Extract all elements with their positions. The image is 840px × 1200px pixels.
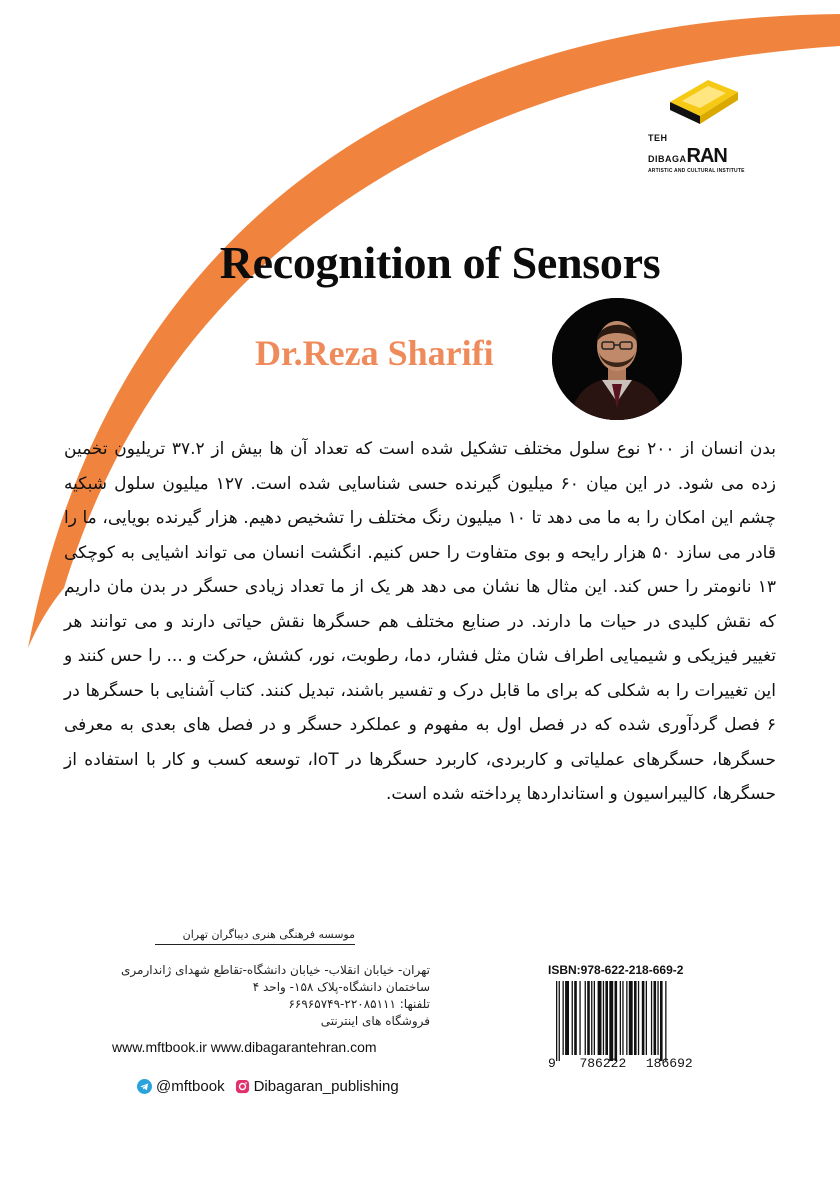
book-logo-icon xyxy=(660,72,740,132)
online-stores-label: فروشگاه های اینترنتی xyxy=(320,1014,430,1028)
author-name: Dr.Reza Sharifi xyxy=(255,333,494,373)
book-description: بدن انسان از ۲۰۰ نوع سلول مختلف تشکیل شده است که تعداد آن ها بیش از ۳۷.۲ تریلیون تخمین زده می شود. در این میان ۶۰ میلیون گیرنده حسی شناسایی شده است. ۱۲۷ میلیون سلول شبکیه چشم این امکان را به ما می دهد تا ۱۰ میلیون رنگ مختلف را تشخیص دهیم. هزار گیرنده بویایی، ما را قادر می سازد ۵۰ هزار رایحه و بوی متفاوت را حس کنیم. انگشت انسان می تواند اشیایی به کوچکی ۱۳ نانومتر را حس کند. این مثال ها نشان می دهد هر یک از ما تعداد زیادی حسگر در بدن مان داریم که نقش کلیدی در حیات ما دارند. در صنایع مختلف هم حسگرها نقش حیاتی دارند و می توانند هر تغییر فیزیکی و شیمیایی اطراف شان مثل فشار، دما، رطوبت، نور، کشش، حرکت و ... را حس کنند و این تغییرات را به شکلی که برای ما قابل درک و تفسیر باشند، تبدیل کنند. کتاب آشنایی با حسگرها در ۶ فصل گردآوری شده که در فصل اول به مفهوم و عملکرد حسگر و در فصل های بعدی به معرفی حسگرها، حسگرهای عملیاتی و کاربردی، کاربرد حسگرها در IoT، توسعه کسب و کار با استفاده از حسگرها، کالیبراسیون و استانداردها پرداخته شده است. xyxy=(64,439,776,804)
instagram-handle: Dibagaran_publishing xyxy=(253,1078,399,1095)
logo-wordmark xyxy=(648,128,748,174)
publisher-address xyxy=(110,962,430,1030)
address-line-1: تهران- خیابان انقلاب- خیابان دانشگاه-تقاطع شهدای ژاندارمری xyxy=(121,963,430,977)
telegram-icon xyxy=(137,1079,152,1094)
book-title: Recognition of Sensors xyxy=(219,237,661,288)
author-portrait xyxy=(552,298,682,420)
address-line-2: ساختمان دانشگاه-پلاک ۱۵۸- واحد ۴ xyxy=(252,980,430,994)
isbn-text: ISBN:978-622-218-669-2 xyxy=(548,963,684,977)
publisher-name: موسسه فرهنگی هنری دیباگران تهران xyxy=(155,928,355,945)
logo-ran: RAN xyxy=(686,145,727,167)
ean-group-1: 786222 xyxy=(579,1056,627,1071)
logo-subtitle: ARTISTIC AND CULTURAL INSTITUTE xyxy=(648,168,745,174)
publisher-websites: www.mftbook.ir www.dibagarantehran.com xyxy=(112,1039,377,1055)
ean-group-2: 186692 xyxy=(645,1056,693,1071)
ean-digits xyxy=(548,1056,698,1071)
telegram-handle: @mftbook xyxy=(156,1078,225,1095)
phone-numbers: تلفنها: ۲۲۰۸۵۱۱۱-۶۶۹۶۵۷۴۹ xyxy=(288,997,430,1011)
logo-teh: TEH xyxy=(648,133,668,143)
logo-dibaga: DIBAGA xyxy=(648,154,687,164)
instagram-icon xyxy=(235,1079,250,1094)
publisher-logo xyxy=(640,72,750,174)
ean-first-digit: 9 xyxy=(548,1056,556,1071)
social-handles xyxy=(137,1078,437,1095)
